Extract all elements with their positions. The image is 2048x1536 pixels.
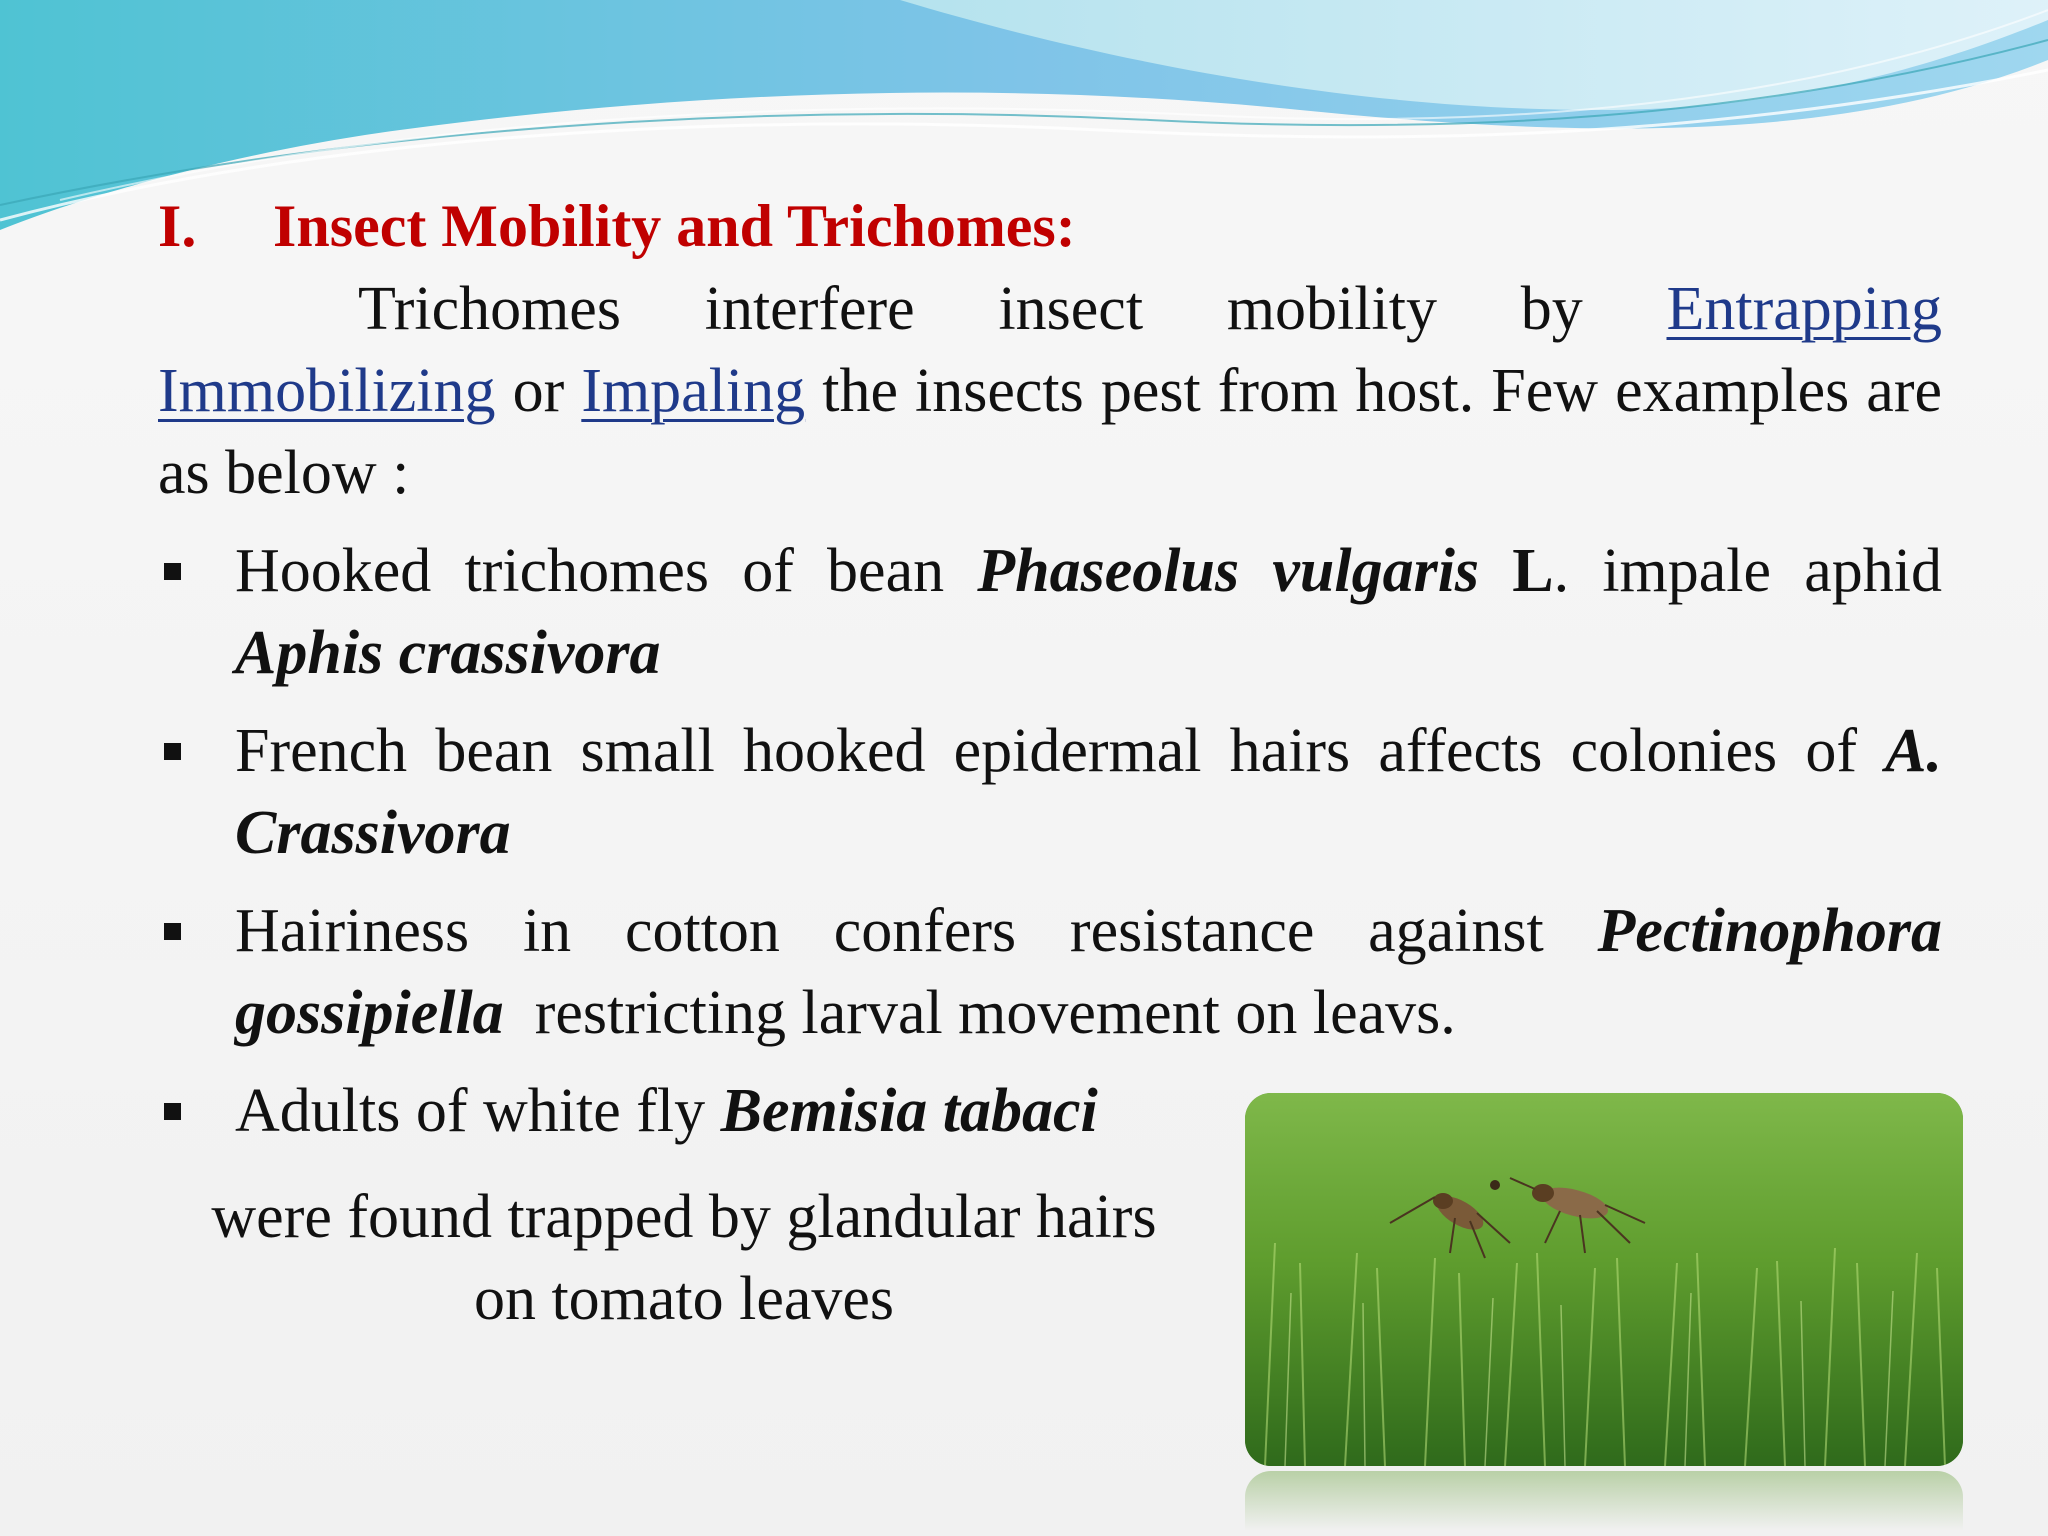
bullet-text: Adults of white fly [235, 1077, 721, 1145]
link-immobilizing[interactable]: Immobilizing [158, 357, 496, 425]
bullet-text: French bean small hooked epidermal hairs affects colonies of [235, 717, 1886, 785]
list-item [158, 530, 1942, 694]
heading-number: I. [158, 193, 197, 259]
list-item [158, 890, 1942, 1054]
caption-line-2: on tomato leaves [473, 1265, 895, 1333]
bullet-square-icon [164, 923, 181, 940]
intro-paragraph [158, 268, 1942, 514]
slide-heading [158, 190, 1076, 262]
bullet-text [1479, 537, 1512, 605]
bullet-square-icon [164, 563, 181, 580]
bullet-text: Hooked trichomes of bean [235, 537, 978, 605]
bullet-list [158, 530, 1942, 1168]
photo-reflection [1245, 1471, 1963, 1531]
link-entrapping[interactable]: Entrapping [1666, 275, 1942, 343]
species-name: A. Crassivora [235, 717, 1942, 867]
intro-text-3: or [495, 357, 582, 425]
bullet-text: Hairiness in cotton confers resistance against [235, 897, 1598, 965]
species-name: Phaseolus vulgaris [977, 537, 1480, 605]
bullet-text: . impale aphid [1553, 537, 1942, 605]
image-caption [158, 1176, 1210, 1340]
species-name: Bemisia tabaci [720, 1077, 1098, 1145]
intro-text-4: the insects pest from host. Few examples are as below : [158, 357, 1942, 507]
link-impaling[interactable]: Impaling [581, 357, 806, 425]
bullet-text: restricting larval movement on leavs. [503, 979, 1456, 1047]
insects-on-leaf-photo [1245, 1093, 1963, 1466]
photo-illustration [1245, 1093, 1963, 1466]
photo-frame [1245, 1093, 1963, 1466]
bullet-square-icon [164, 1103, 181, 1120]
intro-text-1: Trichomes interfere insect mobility by [358, 275, 1667, 343]
caption-line-1: were found trapped by glandular hairs [211, 1183, 1157, 1251]
heading-title: Insect Mobility and Trichomes: [273, 193, 1076, 259]
author-abbrev: L [1512, 537, 1554, 605]
list-item [158, 710, 1942, 874]
bullet-square-icon [164, 743, 181, 760]
species-name: Pectinophora gossipiella [235, 897, 1942, 1047]
species-name: Aphis crassivora [235, 619, 661, 687]
